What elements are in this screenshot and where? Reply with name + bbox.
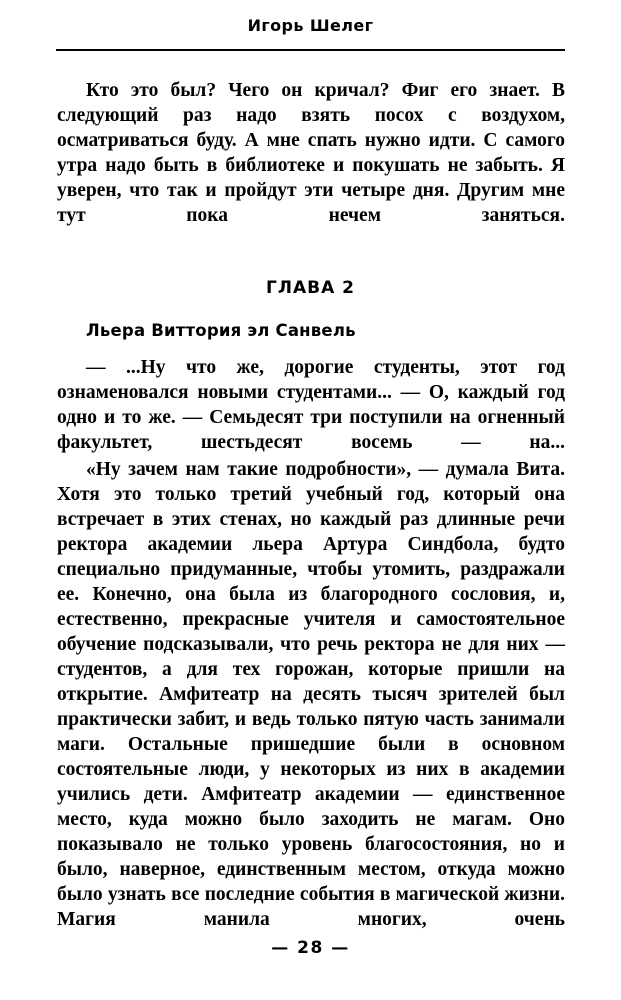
paragraph-main-narrative: «Ну зачем нам такие подробности», — думала Вита. Хотя это только третий учебный год, который она встречает в этих стенах, но каждый раз длинные речи ректора академии льера Артура Синдбола, будто специально придуманные, чтобы утомить, раздражали ее. Конечно, она была из благородного сословия, и, естественно, прекрасные учителя и самостоятельное обучение подсказывали, что речь ректора не для них — студентов, а для тех горожан, которые пришли на открытие. Амфитеатр на десять тысяч зрителей был практически забит, и ведь только пятую часть занимали маги. Остальные пришедшие были в основном состоятельные люди, у некоторых из них в академии учились дети. Амфитеатр академии — единственное место, куда можно было заходить не магам. Оно показывало не только уровень благосостояния, но и было, наверное, единственным местом, откуда можно было узнать все последние события в магической жизни. Магия манила многих, очень bbox=[57, 459, 565, 930]
main-text-block bbox=[57, 457, 565, 957]
header-divider-rule bbox=[56, 49, 565, 51]
top-text-block bbox=[57, 78, 565, 253]
chapter-title: ГЛАВА 2 bbox=[266, 278, 355, 298]
page-number-folio: — 28 — bbox=[271, 938, 350, 958]
running-head-author: Игорь Шелег bbox=[247, 16, 374, 35]
paragraph-intro: Кто это был? Чего он кричал? Фиг его знает. В следующий раз надо взять посох с воздухом, осматриваться буду. А мне спать нужно идти. С самого утра надо быть в библиотеке и покушать не забыть. Я уверен, что так и пройдут эти четыре дня. Другим мне тут пока нечем заняться. bbox=[57, 80, 565, 226]
chapter-subtitle-pov: Льера Виттория эл Санвель bbox=[86, 321, 356, 340]
paragraph-dialogue: — ...Ну что же, дорогие студенты, этот год ознаменовался новыми студентами... — О, каждый год одно и то же. — Семьдесят три поступили на огненный факультет, шестьдесят восемь — на... bbox=[57, 357, 565, 453]
